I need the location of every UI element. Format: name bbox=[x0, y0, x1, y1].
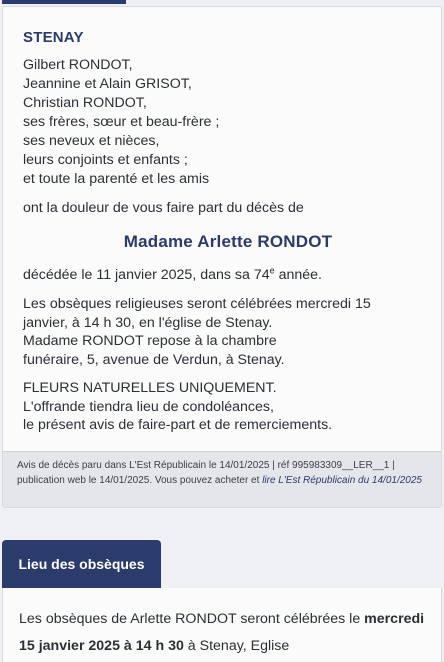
death-date-line bbox=[23, 266, 433, 285]
family-line: Christian RONDOT, bbox=[23, 95, 147, 111]
notice-body bbox=[23, 29, 433, 435]
funeral-location-card bbox=[2, 588, 442, 662]
family-line: leurs conjoints et enfants ; bbox=[23, 152, 188, 168]
funeral-line: janvier, à 14 h 30, en l'église de Stenay. bbox=[23, 314, 273, 331]
death-date-end: année. bbox=[274, 267, 322, 283]
death-notice-card bbox=[2, 6, 442, 508]
publication-meta-text: Avis de décès paru dans L'Est Républicain le 14/01/2025 | réf 995983309__LER__1 | publication web le 14/01/2025. Vous pouvez acheter et bbox=[17, 460, 395, 486]
flowers-line: le présent avis de faire-part et de remerciements. bbox=[23, 417, 333, 433]
funeral-location-date: mercredi 15 janvier 2025 à 14 h 30 bbox=[19, 611, 425, 654]
announcement-line: ont la douleur de vous faire part du décès de bbox=[23, 200, 304, 216]
flowers-note bbox=[23, 379, 433, 435]
funeral-line: Les obsèques religieuses seront célébrées mercredi 15 bbox=[23, 296, 371, 312]
family-line: ses neveux et nièces, bbox=[23, 133, 160, 149]
family-line: Gilbert RONDOT, bbox=[23, 57, 133, 73]
family-line: Jeannine et Alain GRISOT, bbox=[23, 76, 192, 92]
funeral-line: funéraire, 5, avenue de Verdun, à Stenay. bbox=[23, 351, 285, 368]
funeral-location-prefix: Les obsèques de Arlette RONDOT seront célébrées le bbox=[19, 611, 365, 627]
death-date-superscript: e bbox=[269, 265, 275, 276]
funeral-line: Madame RONDOT repose à la chambre bbox=[23, 333, 277, 349]
funeral-details bbox=[23, 295, 433, 369]
notice-place: STENAY bbox=[23, 29, 84, 46]
publication-meta bbox=[3, 451, 441, 507]
family-list bbox=[23, 56, 433, 189]
funeral-location-suffix: à Stenay, Eglise bbox=[183, 638, 290, 654]
tab-lieu-des-obseques[interactable]: Lieu des obsèques bbox=[2, 540, 161, 588]
deceased-name: Madame Arlette RONDOT bbox=[123, 232, 333, 251]
family-line: et toute la parenté et les amis bbox=[23, 171, 210, 187]
flowers-line: FLEURS NATURELLES UNIQUEMENT. bbox=[23, 380, 277, 396]
flowers-line: L'offrande tiendra lieu de condoléances, bbox=[23, 398, 274, 415]
family-line: ses frères, sœur et beau-frère ; bbox=[23, 114, 220, 130]
read-newspaper-link[interactable]: lire L'Est Républicain du 14/01/2025 bbox=[262, 475, 422, 486]
death-date-text: décédée le 11 janvier 2025, dans sa 74 bbox=[23, 267, 270, 283]
top-tab-indicator bbox=[2, 0, 126, 4]
